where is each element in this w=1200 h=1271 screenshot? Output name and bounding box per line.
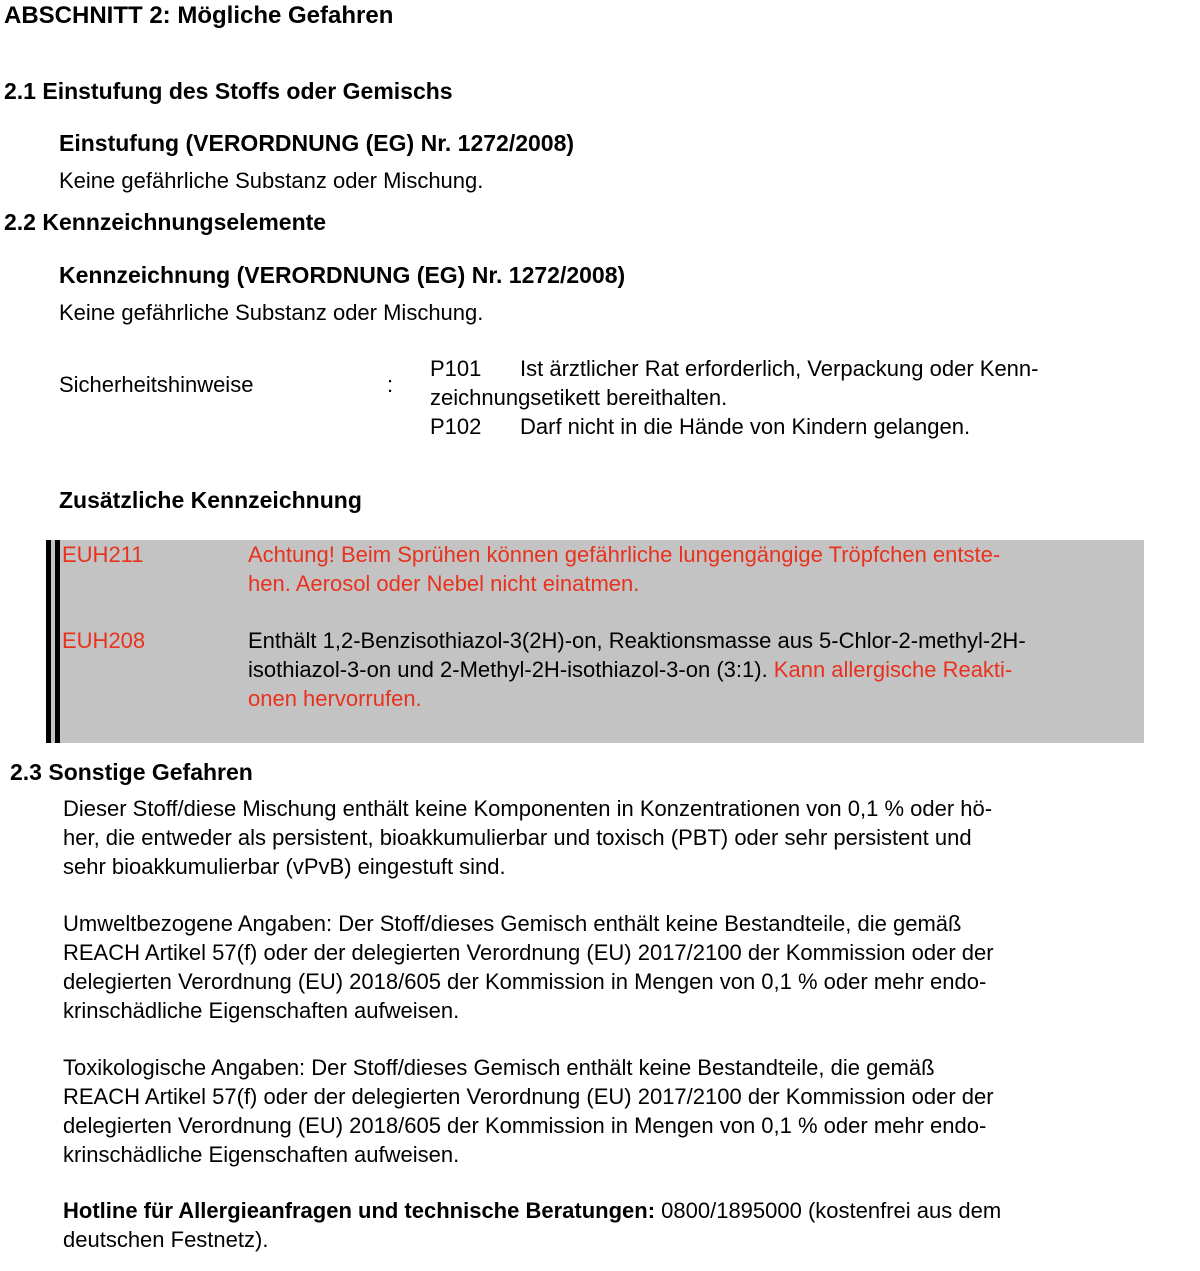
p101-text-line1: Ist ärztlicher Rat erforderlich, Verpackung oder Kenn- <box>520 356 1039 381</box>
euh211-text-line2: hen. Aerosol oder Nebel nicht einatmen. <box>248 571 640 596</box>
paragraph-line: REACH Artikel 57(f) oder der delegierten Verordnung (EU) 2017/2100 der Kommission oder der <box>63 940 994 965</box>
euh208-text-line1: Enthält 1,2-Benzisothiazol-3(2H)-on, Reaktionsmasse aus 5-Chlor-2-methyl-2H- <box>248 628 1026 653</box>
hotline-paragraph <box>63 1196 1001 1254</box>
safety-colon: : <box>387 372 394 397</box>
change-bar <box>55 540 60 743</box>
paragraph-line: delegierten Verordnung (EU) 2018/605 der Kommission in Mengen von 0,1 % oder mehr endo- <box>63 969 987 994</box>
einstufung-text: Keine gefährliche Substanz oder Mischung. <box>59 168 484 193</box>
p102-text: Darf nicht in die Hände von Kindern gelangen. <box>520 414 971 439</box>
paragraph-line: sehr bioakkumulierbar (vPvB) eingestuft sind. <box>63 854 506 879</box>
euh208-text-line2 <box>248 655 1012 684</box>
euh208-text-line2-red: Kann allergische Reakti- <box>773 657 1013 682</box>
euh208-text-line2-black: isothiazol-3-on und 2-Methyl-2H-isothiazol-3-on (3:1). <box>248 657 774 682</box>
change-bar <box>46 540 51 743</box>
safety-label: Sicherheitshinweise <box>59 372 254 397</box>
paragraph-line: her, die entweder als persistent, bioakkumulierbar und toxisch (PBT) oder sehr persistent und <box>63 825 972 850</box>
paragraph-line: krinschädliche Eigenschaften aufweisen. <box>63 1142 460 1167</box>
heading-2-2: 2.2 Kennzeichnungselemente <box>4 209 327 235</box>
paragraph-toxicology <box>63 1053 994 1169</box>
paragraph-line: Dieser Stoff/diese Mischung enthält keine Komponenten in Konzentrationen von 0,1 % oder hö- <box>63 796 993 821</box>
paragraph-line: Umweltbezogene Angaben: Der Stoff/dieses Gemisch enthält keine Bestandteile, die gemäß <box>63 911 962 936</box>
section-title: ABSCHNITT 2: Mögliche Gefahren <box>4 2 394 29</box>
paragraph-line: delegierten Verordnung (EU) 2018/605 der Kommission in Mengen von 0,1 % oder mehr endo- <box>63 1113 987 1138</box>
hotline-label: Hotline für Allergieanfragen und technische Beratungen: <box>63 1198 656 1223</box>
euh211-code: EUH211 <box>62 542 144 567</box>
p101-text-line2: zeichnungsetikett bereithalten. <box>430 385 728 410</box>
p102-code: P102 <box>430 414 482 439</box>
hotline-number: 0800/1895000 (kostenfrei aus dem <box>655 1198 1002 1223</box>
kennzeichnung-text: Keine gefährliche Substanz oder Mischung. <box>59 300 484 325</box>
paragraph-line: REACH Artikel 57(f) oder der delegierten Verordnung (EU) 2017/2100 der Kommission oder der <box>63 1084 994 1109</box>
p101-code: P101 <box>430 356 482 381</box>
heading-2-3: 2.3 Sonstige Gefahren <box>10 759 253 785</box>
paragraph-environment <box>63 909 994 1025</box>
paragraph-line: Toxikologische Angaben: Der Stoff/dieses Gemisch enthält keine Bestandteile, die gemäß <box>63 1055 935 1080</box>
sub-heading-kennzeichnung: Kennzeichnung (VERORDNUNG (EG) Nr. 1272/2008) <box>59 262 626 288</box>
sub-heading-einstufung: Einstufung (VERORDNUNG (EG) Nr. 1272/2008) <box>59 130 575 156</box>
euh208-code: EUH208 <box>62 628 146 653</box>
heading-2-1: 2.1 Einstufung des Stoffs oder Gemischs <box>4 78 453 104</box>
euh208-text-line3: onen hervorrufen. <box>248 686 422 711</box>
euh211-text-line1: Achtung! Beim Sprühen können gefährliche lungengängige Tröpfchen entste- <box>248 542 1001 567</box>
hotline-line1 <box>63 1196 1001 1225</box>
paragraph-line: krinschädliche Eigenschaften aufweisen. <box>63 998 460 1023</box>
paragraph-pbt <box>63 794 992 881</box>
hotline-line2: deutschen Festnetz). <box>63 1227 269 1252</box>
hazard-statements-box <box>46 540 1144 743</box>
additional-heading: Zusätzliche Kennzeichnung <box>59 487 362 513</box>
